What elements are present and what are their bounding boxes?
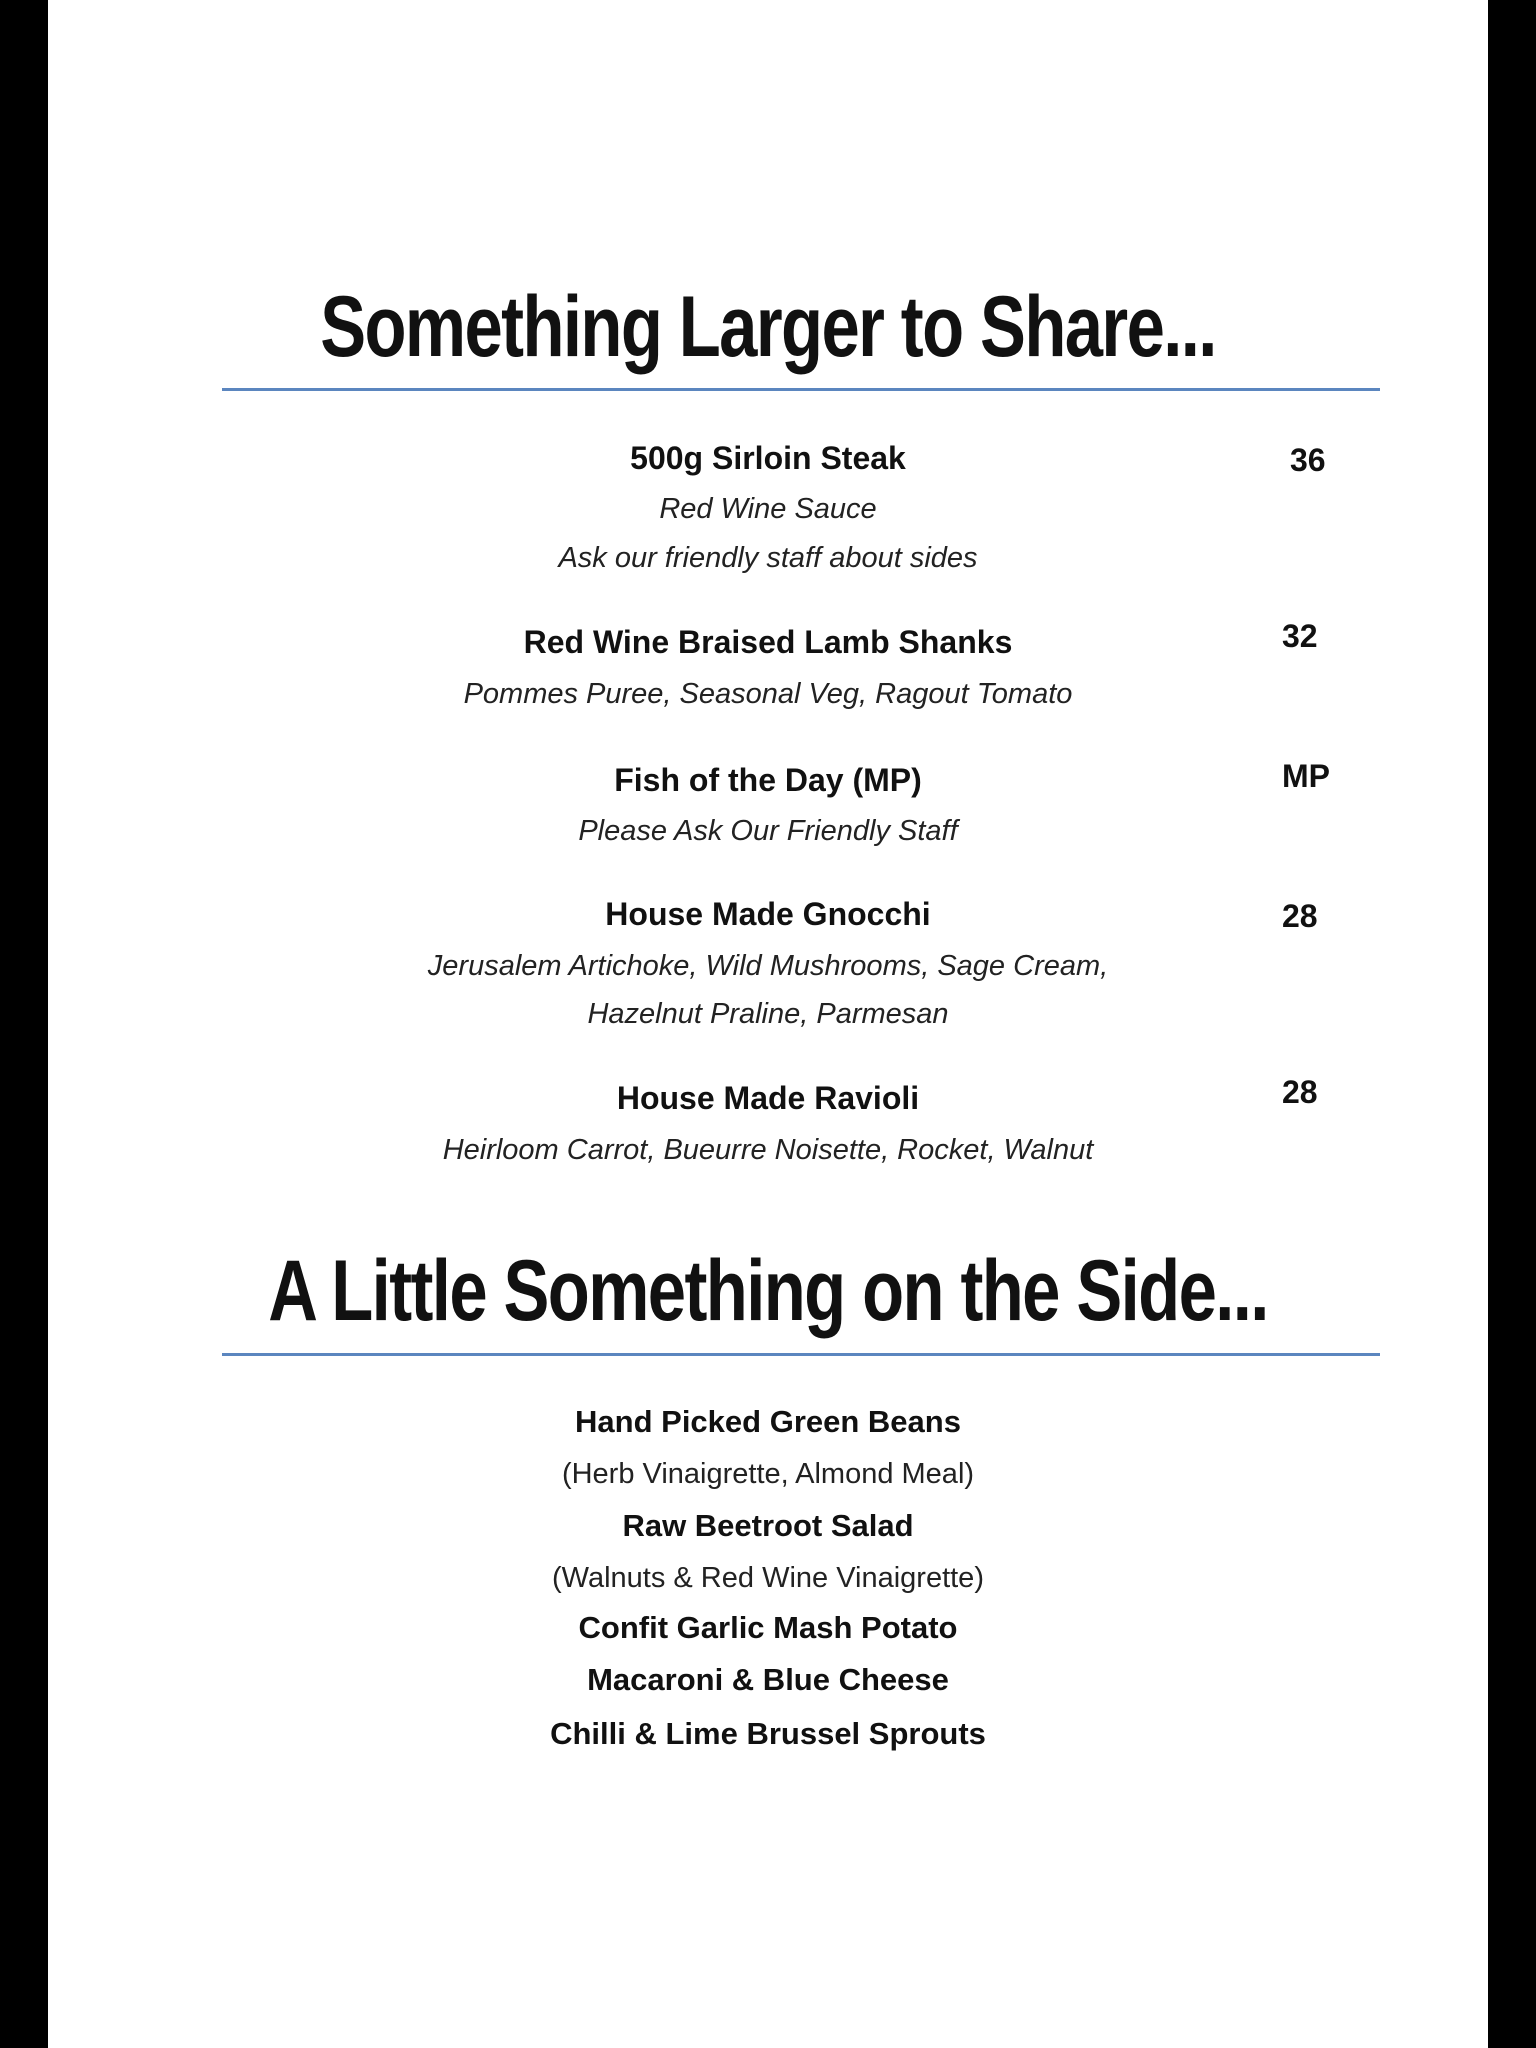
menu-item-desc: Pommes Puree, Seasonal Veg, Ragout Tomato [463,678,1073,710]
menu-page [48,0,1488,2048]
side-item-name: Chilli & Lime Brussel Sprouts [550,1716,986,1751]
menu-item-name: House Made Gnocchi [605,896,931,932]
menu-item-name: Fish of the Day (MP) [614,762,922,798]
section-title-large: Something Larger to Share... [320,279,1216,375]
menu-item-desc: Ask our friendly staff about sides [558,542,978,574]
side-item-note: (Walnuts & Red Wine Vinaigrette) [552,1562,984,1594]
side-item-note: (Herb Vinaigrette, Almond Meal) [561,1458,975,1490]
section-divider-sides [222,1353,1380,1356]
menu-item-name: House Made Ravioli [616,1080,920,1116]
menu-item-desc: Please Ask Our Friendly Staff [578,815,958,847]
side-item-name: Confit Garlic Mash Potato [578,1610,958,1645]
menu-item-price: 32 [1282,618,1318,654]
menu-item-desc: Hazelnut Praline, Parmesan [587,998,949,1030]
side-item-name: Macaroni & Blue Cheese [587,1662,949,1697]
menu-item-price: MP [1282,758,1330,794]
menu-item-name: Red Wine Braised Lamb Shanks [523,624,1013,660]
side-item-name: Raw Beetroot Salad [622,1508,914,1543]
menu-item-price: 36 [1290,442,1326,478]
section-divider-large [222,388,1380,391]
section-title-sides: A Little Something on the Side... [268,1243,1268,1339]
side-item-name: Hand Picked Green Beans [575,1404,961,1439]
menu-item-desc: Heirloom Carrot, Bueurre Noisette, Rocket, Walnut [442,1134,1094,1166]
menu-item-price: 28 [1282,1074,1318,1110]
menu-item-name: 500g Sirloin Steak [630,440,906,476]
menu-item-price: 28 [1282,898,1318,934]
menu-item-desc: Jerusalem Artichoke, Wild Mushrooms, Sage Cream, [427,950,1109,982]
menu-item-desc: Red Wine Sauce [659,493,877,525]
